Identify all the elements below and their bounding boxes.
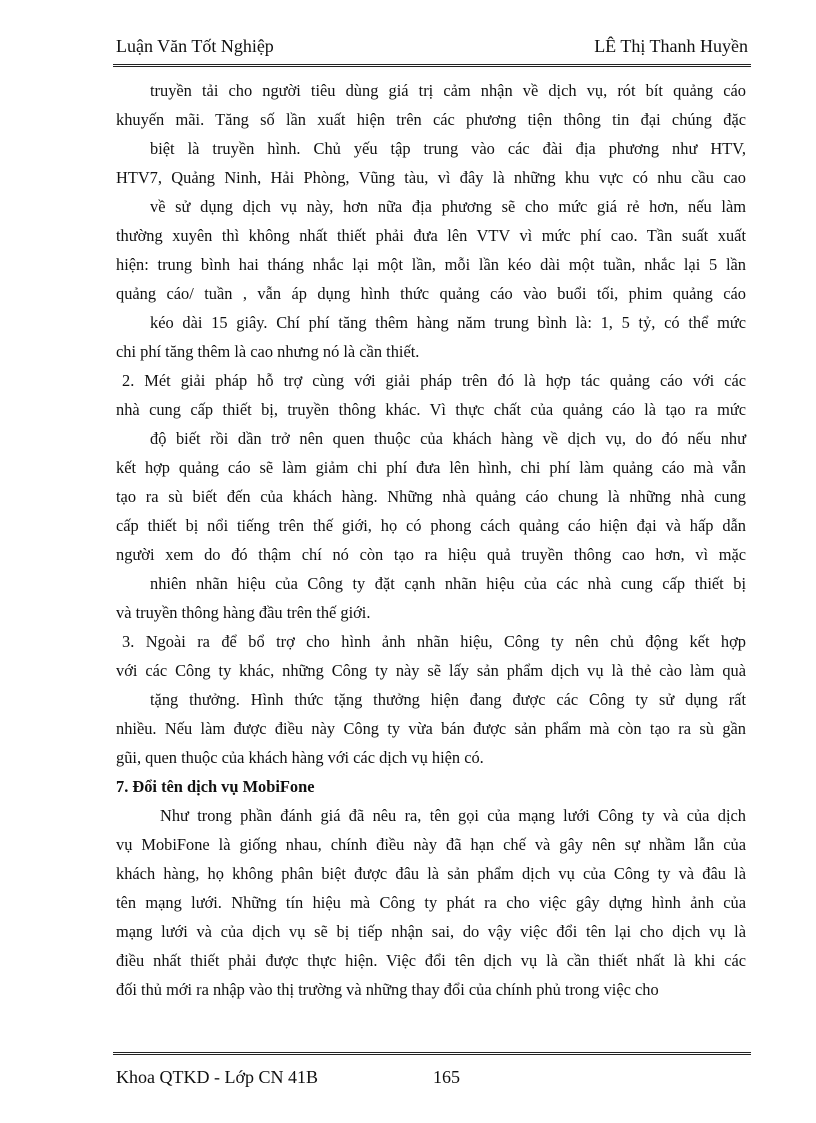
text-line: nhà cung cấp thiết bị, truyền thông khác. Vì thực chất của quảng cáo là tạo ra mức — [116, 400, 746, 419]
footer-rule — [113, 1052, 751, 1055]
text-line: khuyến mãi. Tăng số lần xuất hiện trên các phương tiện thông tin đại chúng đặc — [116, 110, 746, 129]
text-line: tặng thưởng. Hình thức tặng thưởng hiện đang được các Công ty sử dụng rất — [150, 690, 746, 709]
text-line: 2. Mét giải pháp hỗ trợ cùng với giải pháp trên đó là hợp tác quảng cáo với các — [122, 371, 746, 390]
text-line: tạo ra sù biết đến của khách hàng. Những nhà quảng cáo chung là những nhà cung — [116, 487, 746, 506]
text-line: chi phí tăng thêm là cao nhưng nó là cần thiết. — [116, 342, 420, 361]
text-line: và truyền thông hàng đầu trên thế giới. — [116, 603, 371, 622]
text-line: kết hợp quảng cáo sẽ làm giảm chi phí đưa lên hình, chi phí làm quảng cáo mà vẫn — [116, 458, 746, 477]
text-line: HTV7, Quảng Ninh, Hải Phòng, Vũng tàu, vì đây là những khu vực có nhu cầu cao — [116, 168, 746, 187]
text-line: gũi, quen thuộc của khách hàng với các dịch vụ hiện có. — [116, 748, 484, 767]
text-line: truyền tải cho người tiêu dùng giá trị cảm nhận về dịch vụ, rót bít quảng cáo — [150, 81, 746, 100]
text-line: vụ MobiFone là giống nhau, chính điều này đã hạn chế và gây nên sự nhầm lẫn của — [116, 835, 746, 854]
text-line: cấp thiết bị nổi tiếng trên thế giới, họ có phong cách quảng cáo hiện đại và hấp dẫn — [116, 516, 746, 535]
text-line: kéo dài 15 giây. Chí phí tăng thêm hàng năm trung bình là: 1, 5 tỷ, có thể mức — [150, 313, 746, 332]
text-line: mạng lưới và của dịch vụ sẽ bị tiếp nhận sai, do vậy việc đổi tên lại cho dịch vụ là — [116, 922, 746, 941]
section-heading: 7. Đổi tên dịch vụ MobiFone — [116, 777, 315, 796]
text-line: điều nhất thiết phải được thực hiện. Việc đổi tên dịch vụ là cần thiết nhất là khi các — [116, 951, 746, 970]
text-line: nhiên nhãn hiệu của Công ty đặt cạnh nhãn hiệu của các nhà cung cấp thiết bị — [150, 574, 746, 593]
text-line: người xem do đó thậm chí nó còn tạo ra hiệu quả truyền thông cao hơn, vì mặc — [116, 545, 746, 564]
text-line: nhiều. Nếu làm được điều này Công ty vừa bán được sản phẩm mà còn tạo ra sù gần — [116, 719, 746, 738]
header-author-right: LÊ Thị Thanh Huyền — [594, 36, 748, 56]
text-line: biệt là truyền hình. Chủ yếu tập trung vào các đài địa phương như HTV, — [150, 139, 746, 158]
text-line: thường xuyên thì không nhất thiết phải đưa lên VTV vì mức phí cao. Tần suất xuất — [116, 226, 746, 245]
text-line: Như trong phần đánh giá đã nêu ra, tên gọi của mạng lưới Công ty và của dịch — [160, 806, 746, 825]
text-line: độ biết rồi dần trở nên quen thuộc của khách hàng về dịch vụ, do đó nếu như — [150, 429, 746, 448]
header-rule — [113, 64, 751, 67]
text-line: hiện: trung bình hai tháng nhắc lại một lần, mỗi lần kéo dài một tuần, nhắc lại 5 lần — [116, 255, 746, 274]
text-line: về sử dụng dịch vụ này, hơn nữa địa phương sẽ cho mức giá rẻ hơn, nếu làm — [150, 197, 746, 216]
text-line: khách hàng, họ không phân biệt được đâu là sản phẩm dịch vụ của Công ty và đâu là — [116, 864, 746, 883]
text-line: với các Công ty khác, những Công ty này sẽ lấy sản phẩm dịch vụ là thẻ cào làm quà — [116, 661, 746, 680]
text-line: 3. Ngoài ra để bổ trợ cho hình ảnh nhãn hiệu, Công ty nên chủ động kết hợp — [122, 632, 746, 651]
text-line: đối thủ mới ra nhập vào thị trường và những thay đổi của chính phủ trong việc cho — [116, 980, 659, 999]
document-body — [116, 76, 746, 1004]
text-line: quảng cáo/ tuần , vẫn áp dụng hình thức quảng cáo vào buổi tối, phim quảng cáo — [116, 284, 746, 303]
header-title-left: Luận Văn Tốt Nghiệp — [116, 36, 274, 56]
text-line: tên mạng lưới. Những tín hiệu mà Công ty phát ra cho việc gây dựng hình ảnh của — [116, 893, 746, 912]
page-number: 165 — [433, 1067, 460, 1087]
footer-department: Khoa QTKD - Lớp CN 41B — [116, 1067, 318, 1087]
